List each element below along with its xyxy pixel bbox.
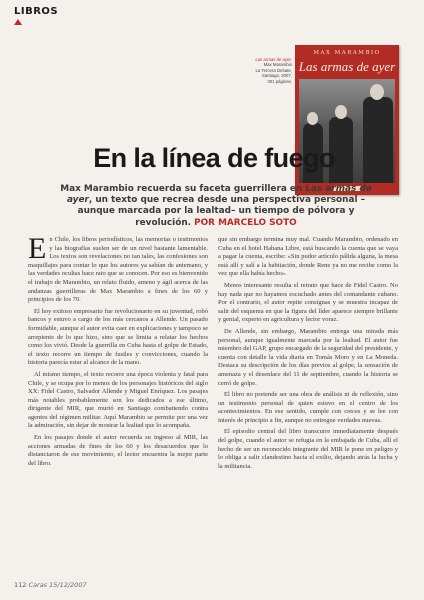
- caption-publisher: La Tercera Debate,: [255, 67, 292, 73]
- book-caption: [226, 57, 292, 84]
- caption-pages: 301 páginas.: [267, 78, 292, 84]
- paragraph: Al mismo tiempo, el texto recorre una época violenta y fatal para Chile, y se ocupa por lo menos de los personajes históricos del siglo XX: Fidel Castro, Salvador Allende y Miguel Enríquez. Los pasajes más notables probablemente son los dedicados a ese último, dirigente del MIR, que murió en Santiago combatiendo contra agentes del régimen militar. Aquí Marambio se permite por una vez la admiración, sin dejar de mostrar la lealtad que lo acompaña.: [28, 370, 208, 430]
- article-dek: [50, 184, 382, 229]
- dek-text-1: Max Marambio recuerda su faceta guerrillera en: [60, 184, 306, 194]
- paragraph: El hoy exitoso empresario fue revolucionario en su juventud, robó bancos y estuvo a cargo de los más cercanos a Allende. Un pasado formidable, aunque el autor evita caer en explicaciones y tampoco se arrepiente de lo que hizo, sino que se limita a relatar los hechos como los vivió. Desde la guerrilla en Cuba hasta el golpe de Estado, el texto recorre un tiempo de fusiles y convicciones, cuando la historia parecía estar al alcance de la mano.: [28, 307, 208, 367]
- book-cover-title: Las armas de ayer: [298, 59, 396, 74]
- cover-figure-left-head: [307, 112, 318, 125]
- body-column-right: [218, 236, 398, 582]
- dek-book-title: Las armas de ayer: [66, 184, 372, 206]
- section-arrow-icon: [14, 19, 22, 25]
- paragraph: El libro no pretende ser una obra de análisis ni de reflexión, sino un testimonio personal de quien estuvo en el centro de los acontecimientos. En ese sentido, cumple con creces y se lee con interés de principio a fin, aunque no entregue verdades nuevas.: [218, 391, 398, 424]
- article-byline: POR MARCELO SOTO: [191, 217, 297, 228]
- paragraph: El episodio central del libro transcurre inmediatamente después del golpe, cuando el autor se refugia en la embajada de Cuba, allí el hecho de ser un reconocido integrante del MIR le pone en peligro y lo obliga a salir clandestino hacia el exilio, dejando atrás la lucha y la militancia.: [218, 428, 398, 470]
- drop-cap: E: [28, 236, 47, 265]
- body-column-left: [28, 236, 208, 582]
- article-headline: En la línea de fuego: [93, 143, 335, 173]
- page-footer: [14, 581, 87, 589]
- book-cover-author: MAX MARAMBIO: [313, 50, 381, 56]
- handwritten-note: Caras 15/12/2007: [28, 581, 87, 589]
- paragraph-text: n Chile, los libros periodísticos, las memorias o testimonios y las biografías suelen ser de un nivel bastante lamentable. Los textos son revelaciones no tan tales, las confesiones son maquillajes para contar lo que los autores ya sabían de antemano, y las verdades ocultas hace rato que se conocen. Por eso es bienvenido el trabajo de Marambio, un relato fluido, ameno y ágil acerca de las andanzas guerrilleras de Max Marambio a fines de los 60 y principios de los 70.: [28, 236, 208, 304]
- cover-figure-center-head: [335, 105, 347, 119]
- section-label: LIBROS: [14, 6, 59, 17]
- cover-figure-right-head: [370, 84, 384, 100]
- cover-figure-right: [363, 97, 393, 183]
- paragraph: que sin embargo termina muy mal. Cuando Marambio, ordenado en Cuba en el hotel Habana Libre, está buscando la cuenta que se vaya a pagar la cuenta, escribe: «Sin pudor artículo pálida alguna, la mesa está allí y salí a la habitación, donde Rene ya no me recibe como la vez que ella había hecho».: [218, 236, 398, 278]
- caption-place-year: Santiago, 2007,: [261, 73, 292, 79]
- paragraph: De Allende, sin embargo, Marambio entrega una mirada más personal, aunque igualmente marcada por la lealtad. El autor fue miembro del GAP, grupo encargado de la seguridad del presidente, y cuenta con detalle la vida diaria en Tomás Moro y en La Moneda. Destaca su descripción de los días previos al golpe, la sensación de amenaza y el desenlace del 11 de septiembre, cuando la historia se cerró de golpe.: [218, 327, 398, 387]
- dek-text-2: , un texto que recrea desde una perspectiva personal –aunque marcada por la lealtad– un tiempo de pólvora y revolución.: [77, 195, 366, 228]
- caption-title: Las armas de ayer.: [255, 57, 292, 62]
- caption-author: Max Marambio: [263, 62, 292, 68]
- paragraph: Menos interesante resulta el retrato que hace de Fidel Castro. No hay nada que no hayamos escuchado antes del comandante cubano. Por el contrario, el autor repite consignas y se muestra incapaz de salir del esquema en que la figura del líder aparece siempre brillante y genial, experto en agricultura y lector voraz.: [218, 281, 398, 324]
- page-number: 112: [14, 581, 27, 589]
- paragraph: [28, 236, 208, 305]
- paragraph: En los pasajes donde el autor recuerda su ingreso al MIR, las acciones armadas de fines de los 60 y los desacuerdos que lo distanciaron de ese movimiento, el lector encuentra la mejor parte del libro.: [28, 434, 208, 467]
